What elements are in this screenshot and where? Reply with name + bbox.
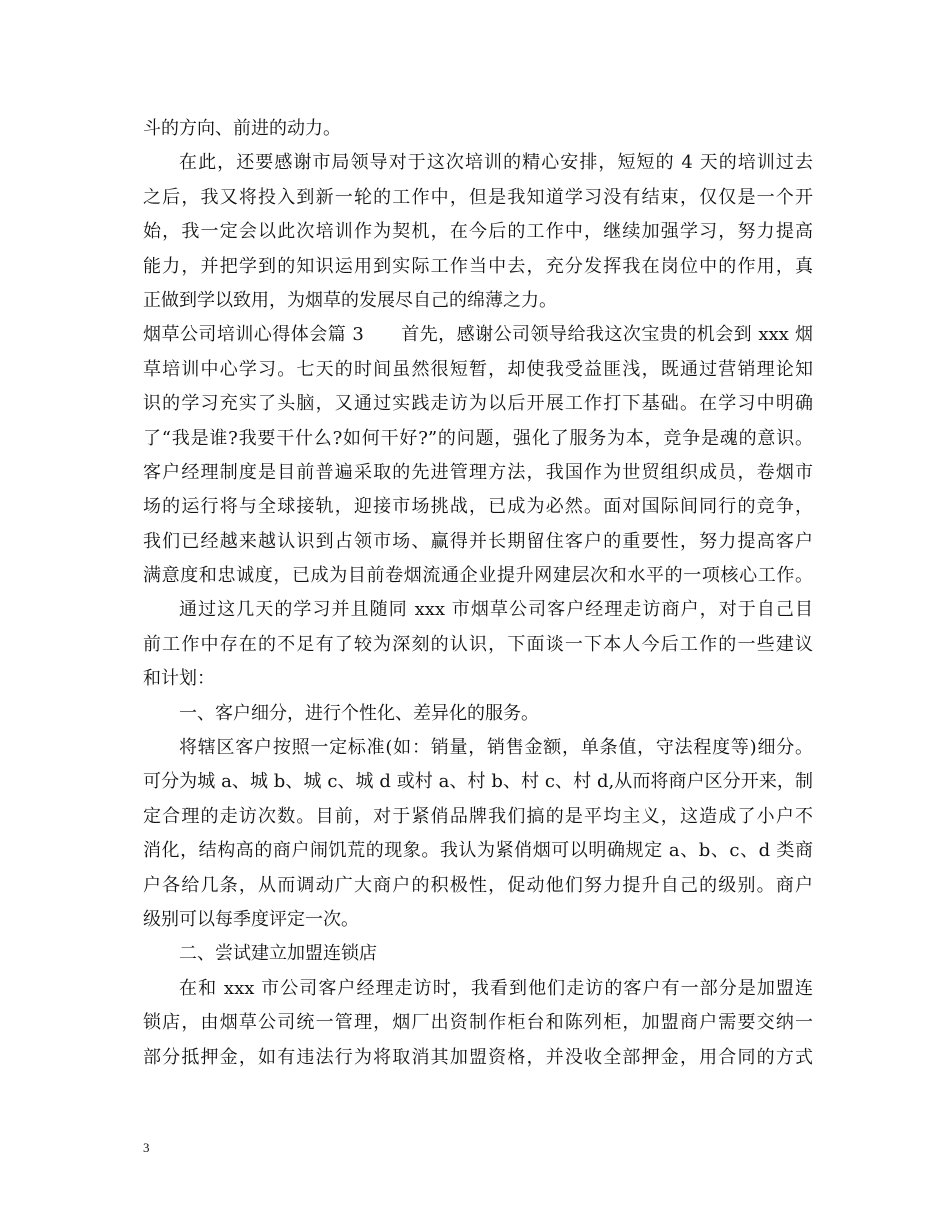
text-line: 之后，我又将投入到新一轮的工作中，但是我知道学习没有结束，仅仅是一个开 <box>143 186 813 208</box>
text-line: 二、尝试建立加盟连锁店 <box>179 943 377 965</box>
text-line: 部分抵押金，如有违法行为将取消其加盟资格，并没收全部押金，用合同的方式 <box>143 1046 813 1068</box>
text-line: 草培训中心学习。七天的时间虽然很短暂，却使我受益匪浅，既通过营销理论知 <box>143 358 813 380</box>
text-line: 场的运行将与全球接轨，迎接市场挑战，已成为必然。面对国际间同行的竞争， <box>143 496 813 518</box>
text-line: 始，我一定会以此次培训作为契机，在今后的工作中，继续加强学习，努力提高 <box>143 221 813 243</box>
text-line: 斗的方向、前进的动力。 <box>143 118 341 139</box>
text-line: 我们已经越来越认识到占领市场、赢得并长期留住客户的重要性，努力提高客户 <box>143 530 813 552</box>
text-line: 正做到学以致用，为烟草的发展尽自己的绵薄之力。 <box>143 289 557 311</box>
text-line: 通过这几天的学习并且随同 xxx 市烟草公司客户经理走访商户，对于自己目 <box>179 599 813 621</box>
text-line: 了“我是谁?我要干什么?如何干好?”的问题，强化了服务为本，竞争是魂的意识。 <box>143 427 813 449</box>
text-line: 级别可以每季度评定一次。 <box>143 908 359 930</box>
text-line: 在和 xxx 市公司客户经理走访时，我看到他们走访的客户有一部分是加盟连 <box>179 977 813 999</box>
text-line: 户各给几条，从而调动广大商户的积极性，促动他们努力提升自己的级别。商户 <box>143 874 813 896</box>
text-line: 烟草公司培训心得体会篇 3 首先，感谢公司领导给我这次宝贵的机会到 xxx 烟 <box>143 324 813 346</box>
text-line: 一、客户细分，进行个性化、差异化的服务。 <box>179 702 539 724</box>
text-line: 定合理的走访次数。目前，对于紧俏品牌我们搞的是平均主义，这造成了小户不 <box>143 805 813 827</box>
text-line: 满意度和忠诚度，已成为目前卷烟流通企业提升网建层次和水平的一项核心工作。 <box>143 565 813 587</box>
text-line: 和计划： <box>143 668 215 690</box>
text-line: 锁店，由烟草公司统一管理，烟厂出资制作柜台和陈列柜，加盟商户需要交纳一 <box>143 1012 813 1034</box>
page-number: 3 <box>143 1140 150 1155</box>
text-line: 识的学习充实了头脑，又通过实践走访为以后开展工作打下基础。在学习中明确 <box>143 393 813 415</box>
document-body <box>143 112 813 1075</box>
text-line: 消化，结构高的商户闹饥荒的现象。我认为紧俏烟可以明确规定 a、b、c、d 类商 <box>143 840 813 862</box>
text-line: 在此，还要感谢市局领导对于这次培训的精心安排，短短的 4 天的培训过去 <box>179 152 813 174</box>
text-line: 前工作中存在的不足有了较为深刻的认识，下面谈一下本人今后工作的一些建议 <box>143 633 813 655</box>
text-line: 可分为城 a、城 b、城 c、城 d 或村 a、村 b、村 c、村 d,从而将商户区分开来，制 <box>143 771 813 793</box>
text-line: 客户经理制度是目前普遍采取的先进管理方法，我国作为世贸组织成员，卷烟市 <box>143 461 813 483</box>
text-line: 将辖区客户按照一定标准(如：销量，销售金额，单条值，守法程度等)细分。 <box>179 737 813 759</box>
text-line: 能力，并把学到的知识运用到实际工作当中去，充分发挥我在岗位中的作用，真 <box>143 255 813 277</box>
